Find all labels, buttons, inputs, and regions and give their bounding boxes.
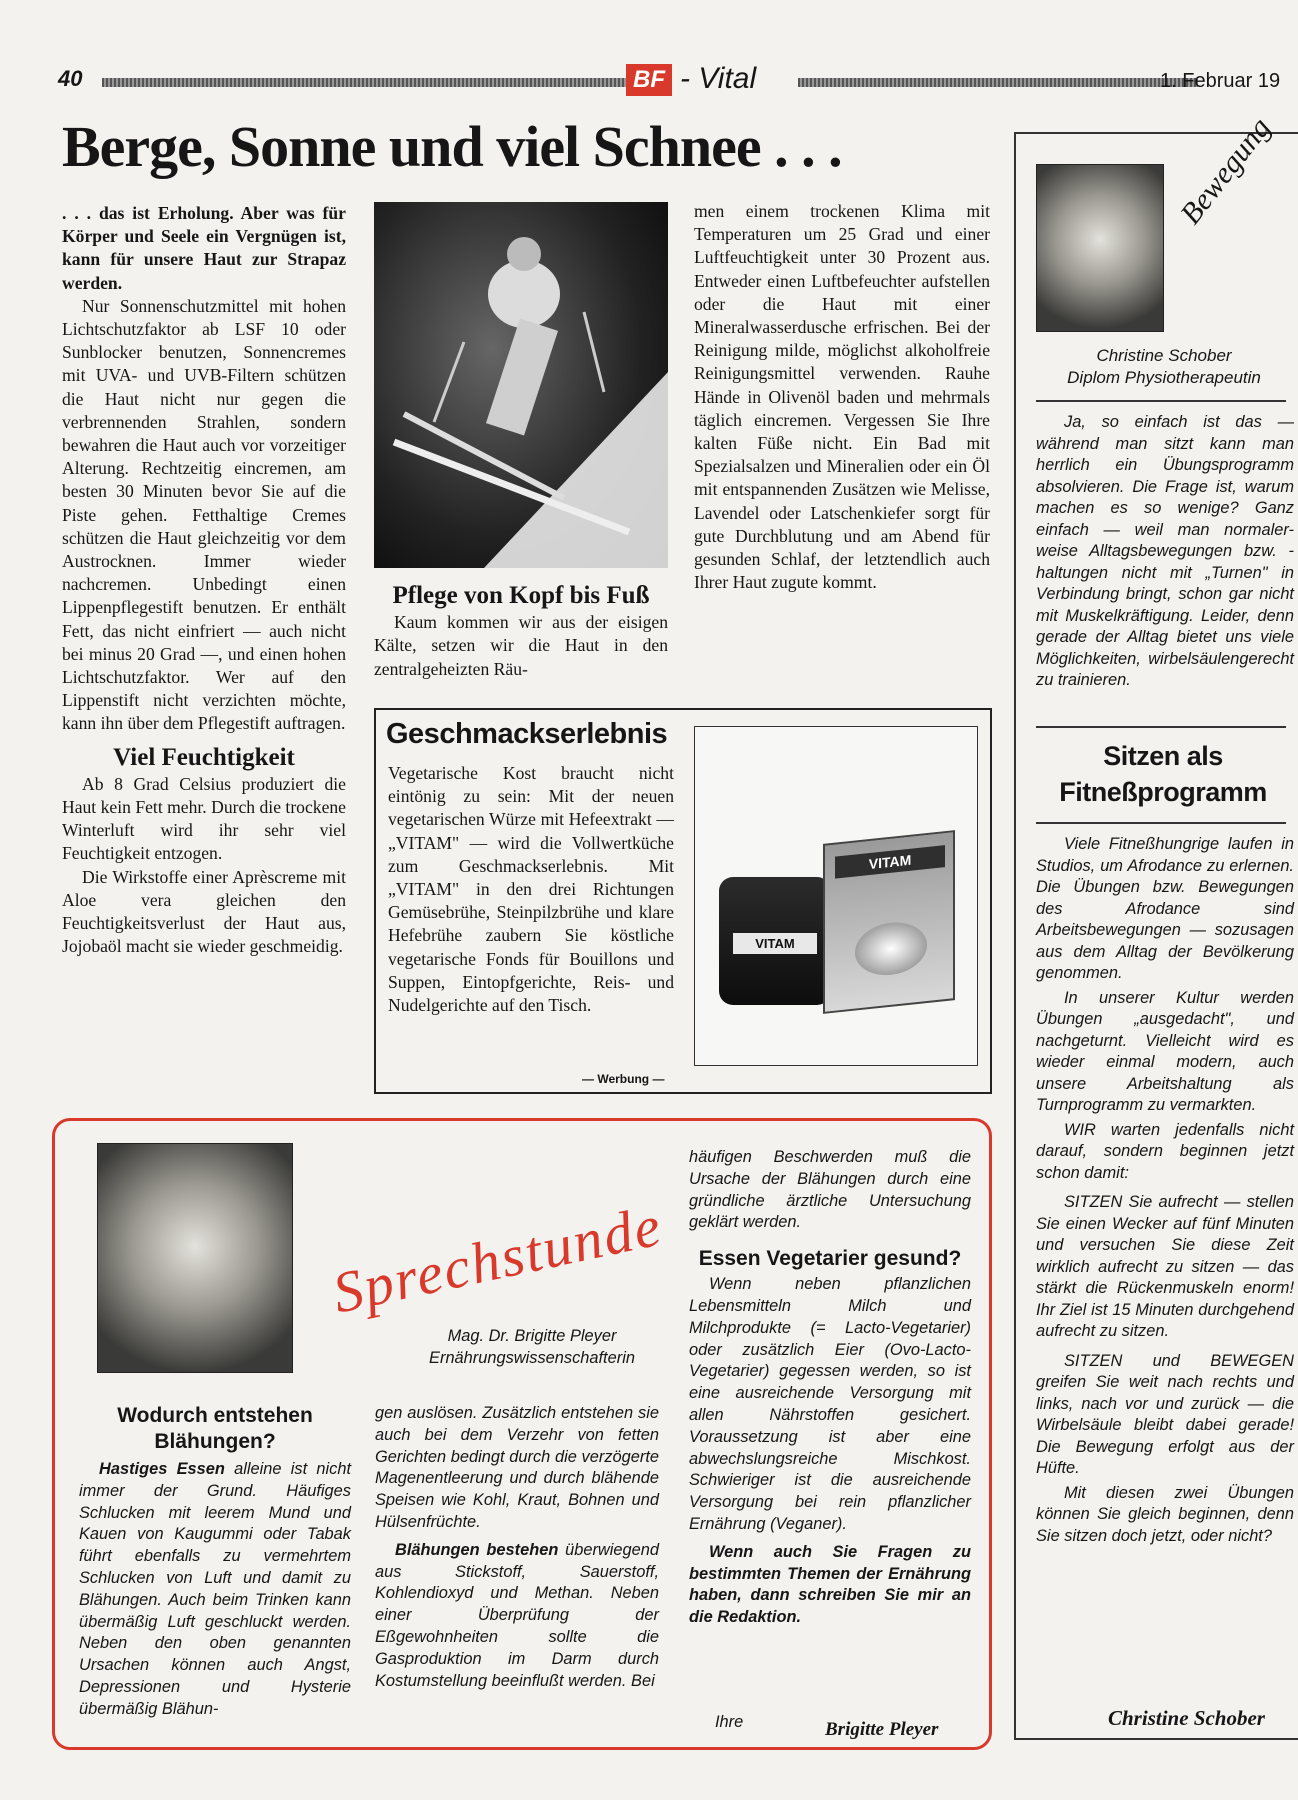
- sidebar-paragraph: Mit diesen zwei Übungen können Sie gleich beginnen, denn Sie sitzen doch jetzt, oder nicht?: [1036, 1483, 1294, 1545]
- sidebar-body: [1036, 834, 1294, 1547]
- soup-bowl-image: [855, 919, 927, 979]
- article-paragraph: Ab 8 Grad Celsius produziert die Haut kein Fett mehr. Durch die trockene Winterluft wird ihr sehr viel Feuchtigkeit entzogen.: [62, 773, 346, 864]
- answer-paragraph: gen auslösen. Zusätzlich entstehen sie auch bei dem Verzehr von fetten Gerichten bedingt durch die verzögerte Magenentleerung und durch blähende Speisen wie Kohl, Kraut, Bohnen und Hülsenfrüchte.: [375, 1404, 659, 1531]
- article-paragraph: Kaum kommen wir aus der eisigen Kälte, setzen wir die Haut in den zentralgeheizten Räu-: [374, 612, 668, 679]
- jar-label: VITAM: [733, 933, 817, 954]
- question-heading: Wodurch entstehen Blähungen?: [117, 1404, 313, 1453]
- sign-off: Ihre: [715, 1713, 744, 1731]
- consultation-signature: Brigitte Pleyer: [825, 1719, 939, 1740]
- skier-illustration: [374, 202, 668, 568]
- sidebar-box: [1014, 111, 1298, 1740]
- consultation-column-3: [689, 1147, 971, 1629]
- ad-title: Geschmackserlebnis: [386, 718, 668, 750]
- sidebar-intro: Ja, so einfach ist das — während man sitzt kann man herrlich ein Übungsprogramm absolvieren. Die Frage ist, warum machen es so wenige? Ganz einfach — weil man normaler-weise Alltagsbewegungen bzw. -haltungen nicht mit „Turnen" in Verbindung bringt, schon gar nicht mit Muskelkräftigung. Leider, denn gerade der Alltag bietet uns viele Möglichkeiten, wirbelsäulengerecht zu trainieren.: [1036, 413, 1294, 689]
- answer-paragraph: Wenn neben pflanzlichen Lebensmitteln Milch und Milchprodukte (= Lacto-Vegetarier) oder zusätzlich Eier (Ovo-Lacto-Vegetarier) gegessen werden, so ist eine ausreichende Versorgung mit allen Nährstoffen gesichert. Voraussetzung ist aber eine abwechslungsreiche Mischkost. Schwieriger ist die ausreichende Versorgung bei rein pflanzlicher Ernährung (Veganer).: [689, 1275, 971, 1533]
- answer-paragraph: [79, 1459, 351, 1721]
- sidebar-signature: Christine Schober: [1108, 1706, 1265, 1730]
- consultation-column-2: [375, 1403, 659, 1692]
- ad-text: Vegetarische Kost braucht nicht eintönig zu sein: Mit der neuen vegetarischen Würze mit Hefeextrakt — „VITAM" — wird die Vollwertküche zum Geschmackserlebnis. Mit „VITAM" in den drei Richtungen Gemüsebrühe, Steinpilzbrühe und klare Hefebrühe zaubern Sie köstliche vegetarische Fonds für Bouillons und Suppen, Eintopfgerichte, Reis- und Nudelgerichte auf den Tisch.: [388, 763, 674, 1016]
- sidebar-vertical-label: Bewegung: [1174, 111, 1277, 231]
- brand-logo: BF: [626, 64, 672, 96]
- product-box: [823, 830, 955, 1014]
- author-photo: [1036, 164, 1164, 332]
- sidebar-author-title: Diplom Physiotherapeutin: [1067, 368, 1261, 387]
- sidebar-paragraph: SITZEN und BEWEGEN greifen Sie weit nach rechts und links, nach vor und zurück — die Wirbelsäule bleibt dabei gerade! Die Bewegung erfolgt aus der Hüfte.: [1036, 1351, 1294, 1477]
- box-label: VITAM: [835, 845, 945, 879]
- sidebar-divider: [1036, 822, 1286, 824]
- consultation-author-title: Ernährungswissenschafterin: [429, 1349, 635, 1367]
- closing-paragraph: Wenn auch Sie Fragen zu bestimmten Themen der Ernährung haben, dann schreiben Sie mir an die Redaktion.: [689, 1542, 971, 1627]
- subheading: Viel Feuchtigkeit: [113, 743, 295, 771]
- page-header: [58, 62, 1298, 100]
- sidebar-paragraph: Viele Fitneßhungrige laufen in Studios, um Afrodance zu erlernen. Die Übungen bzw. Bewegungen des Afrodance sind Arbeitsbewegungen — sozusagen aus dem Alltag der Bevölkerung genommen.: [1036, 835, 1294, 982]
- sidebar-paragraph: In unserer Kultur werden Übungen „ausgedacht", und nachgeturnt. Vielleicht wird es wieder einmal modern, auch unsere Arbeitshaltung als Turnprogramm zu vermarkten.: [1036, 988, 1294, 1114]
- article-lead: . . . das ist Erholung. Aber was für Körper und Seele ein Vergnügen ist, kann für unsere Haut zur Strapaz werden.: [62, 203, 346, 293]
- article-paragraph: men einem trockenen Klima mit Temperaturen um 25 Grad und einer Luftfeuchtigkeit unter 30 Prozent aus. Entweder einen Luftbefeuchter aufstellen oder die Haut mit einer Mineralwasserdusche erfrischen. Bei der Reinigung milde, möglichst alkoholfreie Reinigungsmittel verwenden. Rauhe Hände in Olivenöl baden und mehrmals täglich eincremen. Vergessen Sie Ihre kalten Füße nicht. Ein Bad mit Spezialsalzen und Mineralien oder ein Öl mit entspannenden Zusätzen wie Melisse, Lavendel oder Latschenkiefer sorgt für gute Durchblutung und am Abend für gesunden Schlaf, der letztendlich auch Ihrer Haut zugute kommt.: [694, 201, 990, 593]
- answer-lead: Hastiges Essen: [99, 1460, 225, 1478]
- consultation-title: Sprechstunde: [327, 1192, 668, 1326]
- sidebar-heading: Sitzen als Fitneßprogramm: [1059, 741, 1267, 807]
- sidebar-divider: [1036, 400, 1286, 402]
- product-jar: [719, 877, 831, 1005]
- answer-paragraph: häufigen Beschwerden muß die Ursache der Blähungen durch eine gründliche ärztliche Untersuchung geklärt werden.: [689, 1148, 971, 1232]
- consultation-author: Mag. Dr. Brigitte Pleyer: [447, 1327, 617, 1345]
- answer-text: alleine ist nicht immer der Grund. Häufiges Schlucken mit leerem Mund und Kauen von Kaugummi oder Tabak führt ebenfalls zu vermehrtem Schlucken von Luft und damit zu Blähungen. Auch beim Trinken kann übermäßig Luft geschluckt werden. Neben den oben genannten Ursachen können auch Angst, Depressionen und Hysterie übermäßig Blähun-: [79, 1460, 352, 1718]
- article-paragraph: Nur Sonnenschutzmittel mit hohen Lichtschutzfaktor ab LSF 10 oder Sunblocker benutzen, Sonnencremes mit UVA- und UVB-Filtern schützen die Haut nicht nur gegen die verbrennenden Strahlen, sondern bewahren die Haut auch vor vorzeitiger Alterung. Rechtzeitig eincremen, am besten 30 Minuten bevor Sie auf die Piste gehen. Fetthaltige Cremes schützen die Haut gleichzeitig vor dem Austrocknen. Immer wieder nachcremen. Unbedingt einen Lippenpflegestift benutzen. Er enthält Fett, das nicht einfriert — auch nicht bei minus 20 Grad —, und einen hohen Lichtschutzfaktor. Wer auf den Lippenstift nicht verzichten möchte, kann ihn über dem Pflegestift auftragen.: [62, 295, 346, 734]
- ad-tag: — Werbung —: [582, 1072, 665, 1086]
- answer-lead: Blähungen bestehen: [395, 1540, 559, 1559]
- answer-paragraph: [375, 1540, 659, 1693]
- product-photo: [694, 726, 978, 1066]
- sidebar-paragraph: SITZEN Sie aufrecht — stellen Sie einen Wecker auf fünf Minuten und versuchen Sie diese Zeit wirklich aufrecht zu sitzen — das stärkt die Rückenmuskeln enorm! Ihr Ziel ist 15 Minuten durchgehend aufrecht zu sitzen.: [1036, 1193, 1294, 1340]
- answer-text: überwiegend aus Stickstoff, Sauerstoff, Kohlendioxyd und Methan. Neben einer Überprüfung der Eßgewohnheiten sollte die Gasproduktion im Darm durch Kostumstellung beeinflußt werden. Bei: [375, 1540, 659, 1690]
- author-photo: [97, 1143, 293, 1373]
- advertisement-box: [374, 708, 992, 1094]
- consultation-column-1: [79, 1403, 351, 1721]
- article-column-1: [62, 202, 346, 959]
- sidebar-paragraph: WIR warten jedenfalls nicht darauf, sondern beginnen jetzt schon damit:: [1036, 1120, 1294, 1182]
- article-column-3: [694, 200, 990, 594]
- question-heading: Essen Vegetarier gesund?: [698, 1247, 962, 1271]
- page-number: 40: [58, 66, 83, 91]
- section-label: - Vital: [680, 62, 757, 95]
- skier-photo: [374, 202, 668, 568]
- header-rule-left: [102, 78, 662, 87]
- headline: Berge, Sonne und viel Schnee . . .: [62, 114, 842, 179]
- header-rule-right: [798, 78, 1198, 87]
- subheading: Pflege von Kopf bis Fuß: [392, 582, 650, 609]
- sidebar-author: Christine Schober: [1096, 346, 1232, 365]
- issue-date: 1. Februar 19: [1160, 70, 1281, 92]
- consultation-box: [52, 1118, 992, 1750]
- article-column-2: [374, 584, 668, 681]
- sidebar-divider: [1036, 726, 1286, 728]
- article-paragraph: Die Wirkstoffe einer Aprèscreme mit Aloe vera gleichen den Feuchtigkeitsverlust der Haut aus, Jojobaöl macht sie wieder geschmeidig.: [62, 866, 346, 957]
